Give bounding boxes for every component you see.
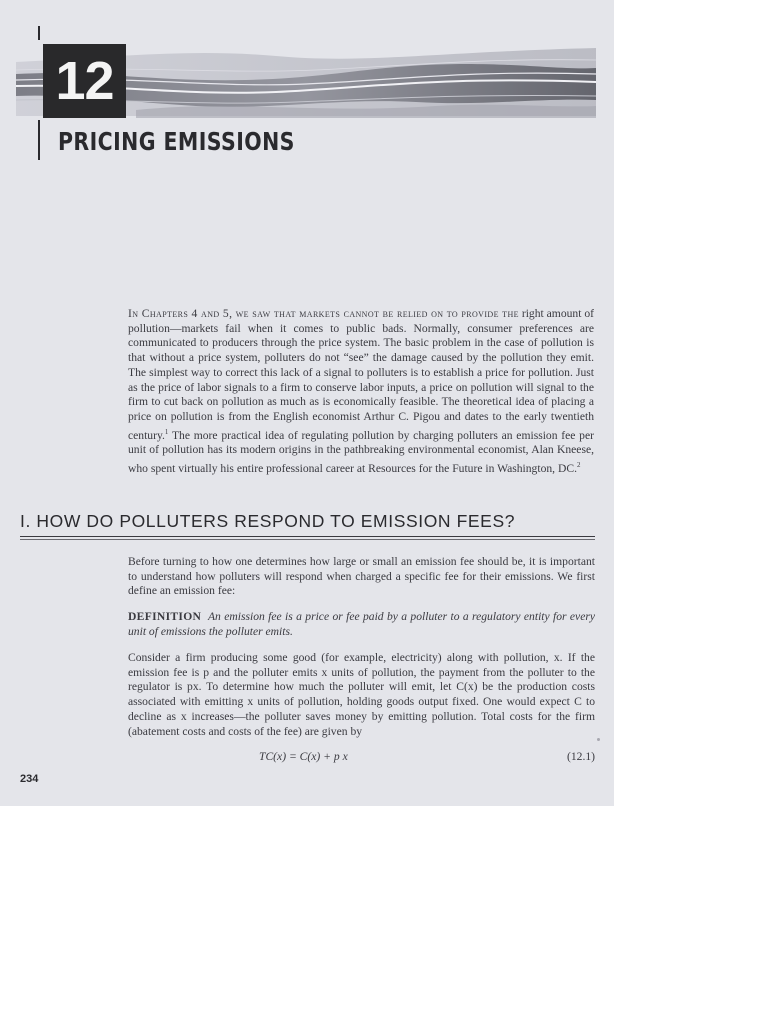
section-rule (20, 536, 595, 537)
equation-formula: TC(x) = C(x) + p x (259, 750, 348, 763)
chapter-title: PRICING EMISSIONS (58, 127, 295, 156)
section-rule-thin (20, 539, 595, 540)
section-heading: I. HOW DO POLLUTERS RESPOND TO EMISSION FEES? (20, 511, 516, 531)
footnote-marker-2: 2 (576, 460, 581, 469)
chapter-number: 12 (43, 44, 126, 118)
intro-text: right amount of pollution—markets fail when it comes to public bads. Normally, consumer preferences are communicated to producers through the price system. The basic problem in the case of pollution is that without a price system, polluters do not “see” the damage caused by the pollution they emit. The simplest way to correct this lack of a signal to polluters is to establish a price for pollution. Just as the price of labor signals to a firm to conserve labor inputs, a price on pollution will signal to the firm to cut back on pollution as much as is economically feasible. The theoretical idea of placing a price on pollution is from the English economist Arthur C. Pigou and dates to the early twentieth century. (128, 307, 594, 442)
margin-dot (597, 738, 600, 741)
intro-paragraph (128, 307, 594, 476)
equation-12-1 (128, 750, 595, 766)
intro-lead: In Chapters 4 and 5, we saw that markets cannot be relied on to provide the (128, 307, 519, 320)
definition-label: DEFINITION (128, 610, 202, 623)
definition-block (128, 610, 595, 639)
footnote-marker-1: 1 (164, 427, 169, 436)
page-number: 234 (20, 773, 39, 785)
paragraph-1: Before turning to how one determines how large or small an emission fee should be, it is important to understand how polluters will respond when charged a specific fee for their emissions. We first define an emission fee: (128, 555, 595, 598)
equation-number: (12.1) (566, 750, 595, 763)
intro-text-2: The more practical idea of regulating pollution by charging polluters an emission fee per unit of pollution has its modern origins in the pathbreaking environmental economist, Alan Kneese, who spent virtually his entire professional career at Resources for the Future in Washington, DC. (128, 428, 594, 475)
paragraph-2: Consider a firm producing some good (for example, electricity) along with pollution, x. If the emission fee is p and the polluter emits x units of pollution, the payment from the polluter to the regulator is px. To determine how much the polluter will emit, let C(x) be the production costs associated with emitting x units of pollution, holding goods output fixed. One would expect C to decline as x increases—the polluter saves money by emitting pollution. Total costs for the firm (abatement costs and costs of the fee) are given by (128, 651, 595, 738)
definition-text: An emission fee is a price or fee paid by a polluter to a regulatory entity for every unit of emissions the polluter emits. (128, 610, 596, 638)
